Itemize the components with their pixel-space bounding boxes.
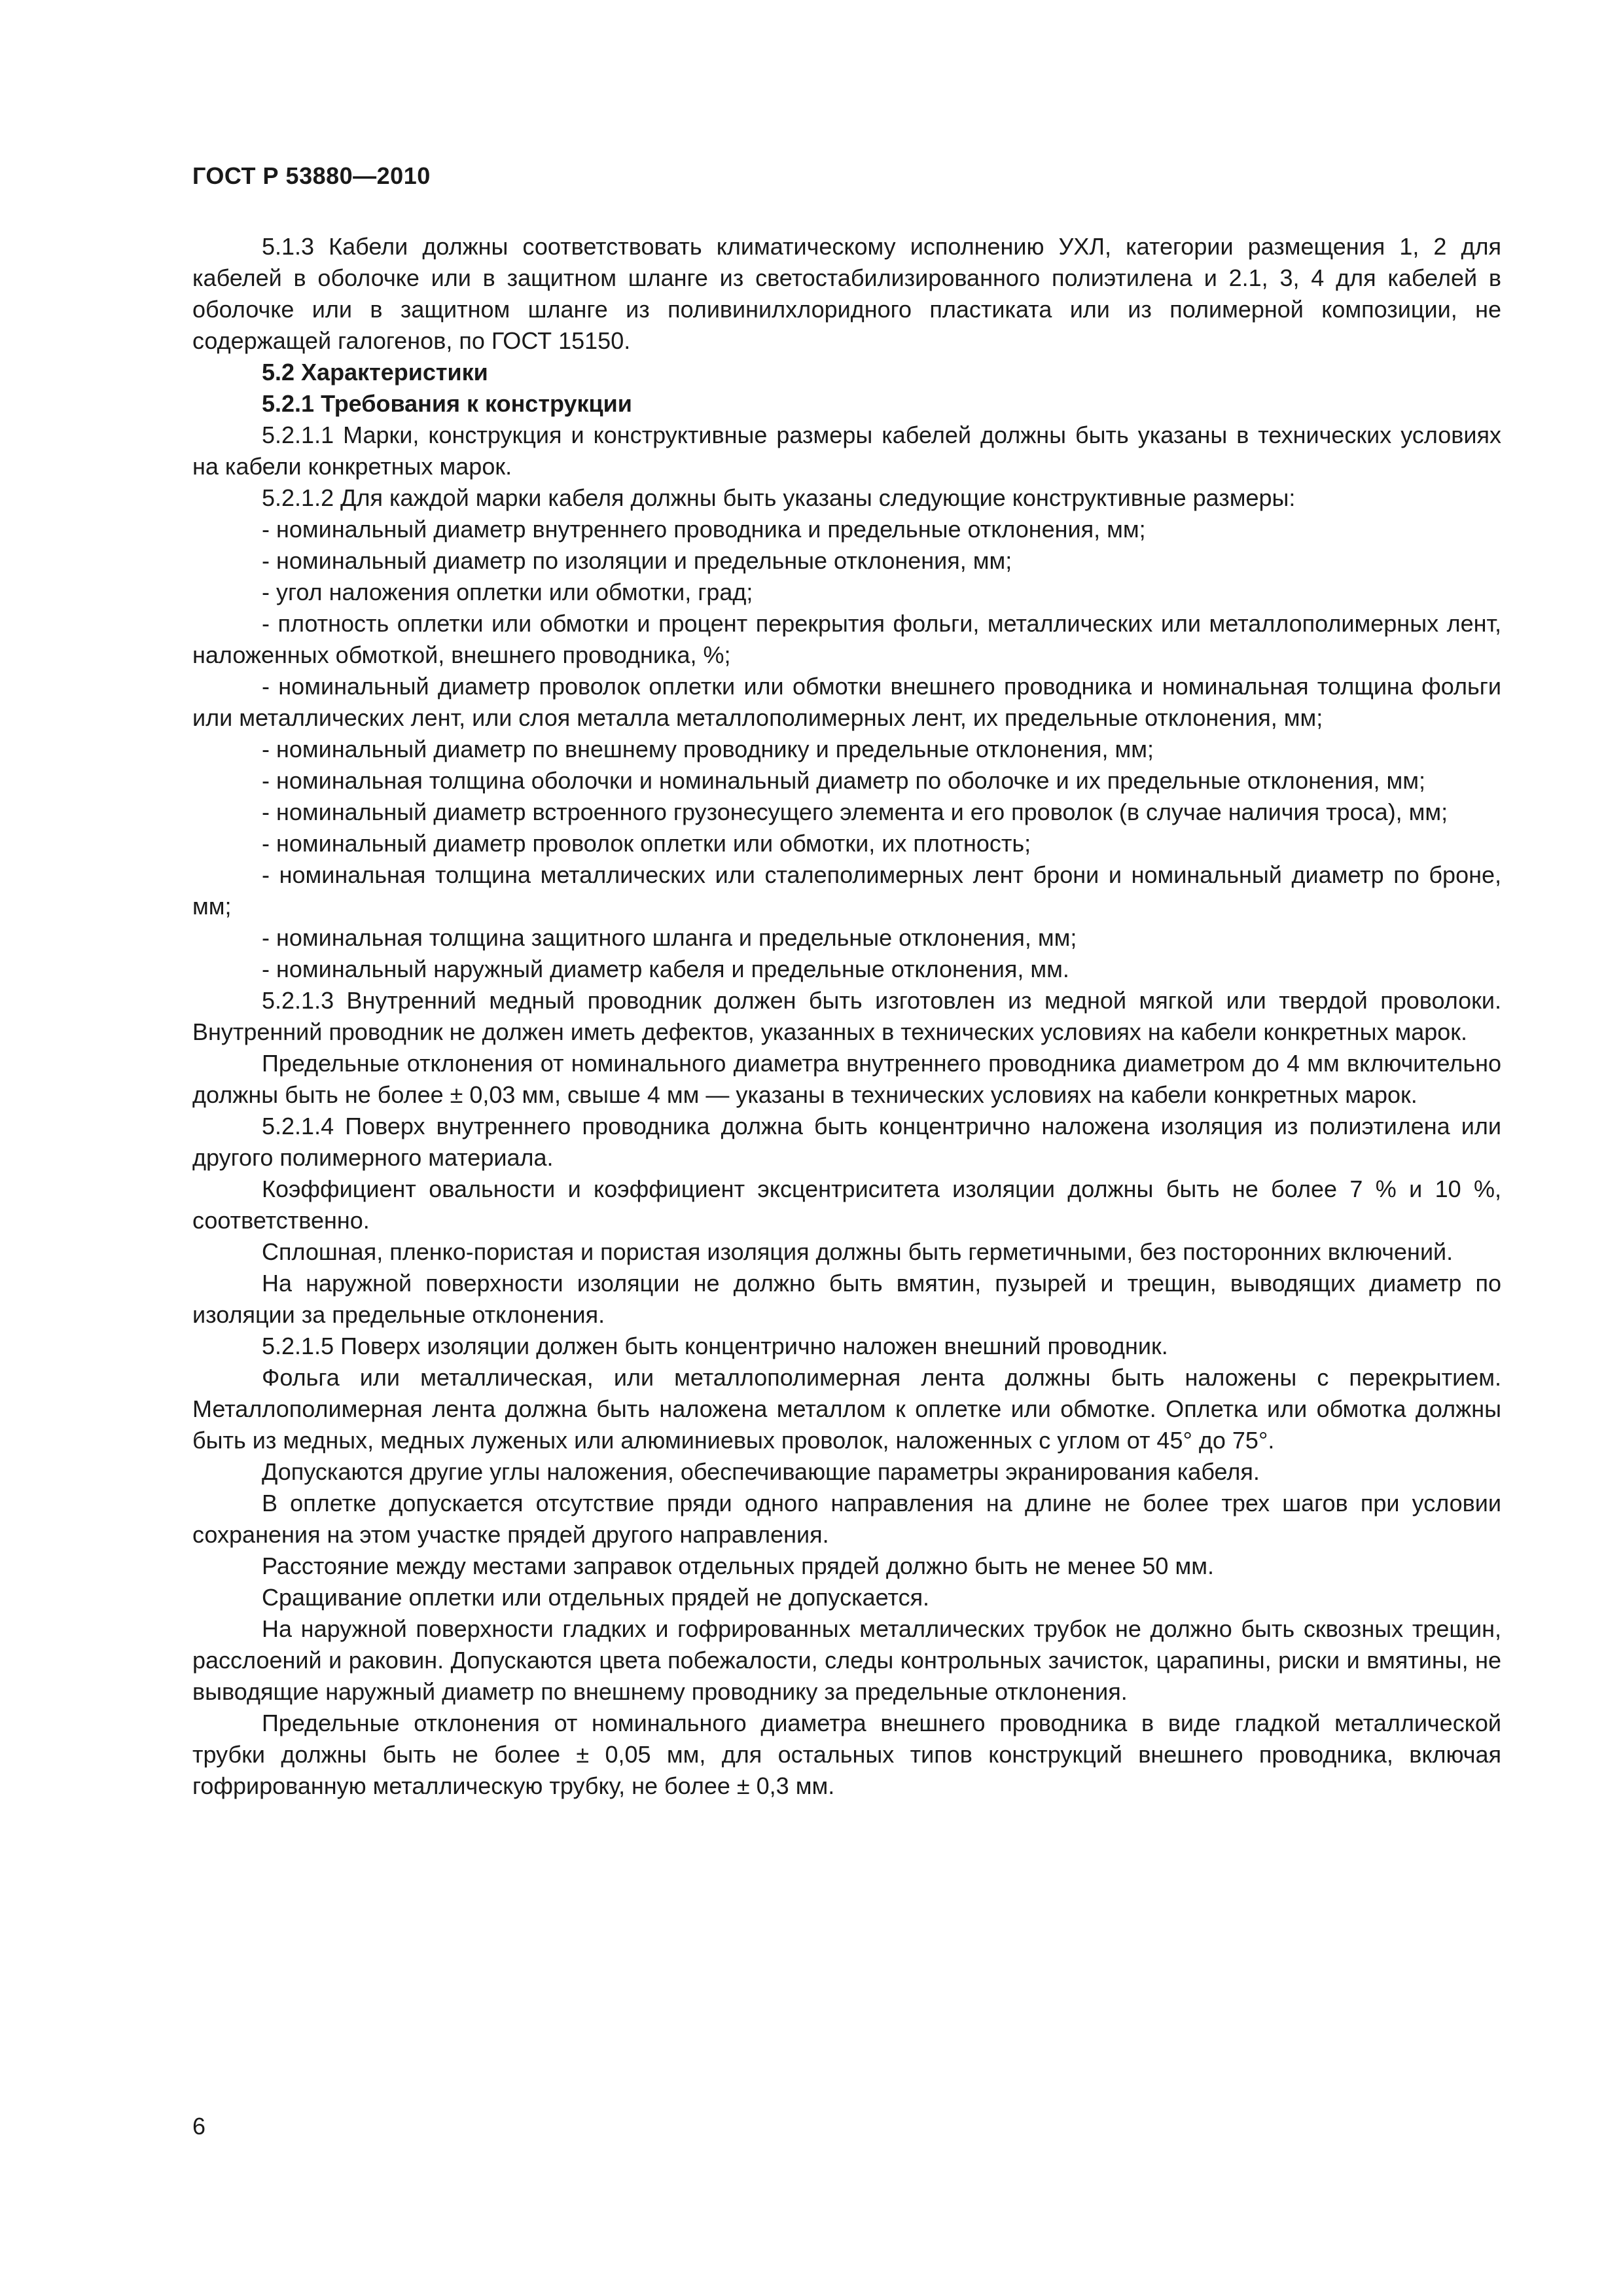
paragraph: Предельные отклонения от номинального диаметра внутреннего проводника диаметром до 4 мм включительно должны быть не более ± 0,03 мм, свыше 4 мм — указаны в технических условиях на кабели конкретных марок. <box>192 1050 1501 1108</box>
paragraph: - номинальный диаметр по изоляции и предельные отклонения, мм; <box>262 547 1012 574</box>
paragraph: Сращивание оплетки или отдельных прядей не допускается. <box>262 1584 930 1611</box>
paragraph: Коэффициент овальности и коэффициент эксцентриситета изоляции должны быть не более 7 % и 10 %, соответственно. <box>192 1175 1501 1234</box>
paragraph: Сплошная, пленко-пористая и пористая изоляция должны быть герметичными, без посторонних включений. <box>262 1238 1454 1265</box>
paragraph: На наружной поверхности гладких и гофрированных металлических трубок не должно быть сквозных трещин, расслоений и раковин. Допускаются цвета побежалости, следы контрольных зачисток, царапины, риски и вмятины, не выводящие наружный диаметр по внешнему проводнику за предельные отклонения. <box>192 1615 1501 1705</box>
section-heading: 5.2 Характеристики <box>262 359 488 386</box>
paragraph: 5.2.1.5 Поверх изоляции должен быть концентрично наложен внешний проводник. <box>262 1333 1168 1359</box>
paragraph: - номинальный диаметр по внешнему проводнику и предельные отклонения, мм; <box>262 736 1154 762</box>
paragraph: - плотность оплетки или обмотки и процент перекрытия фольги, металлических или металлополимерных лент, наложенных обмоткой, внешнего проводника, %; <box>192 610 1501 668</box>
paragraph: 5.1.3 Кабели должны соответствовать климатическому исполнению УХЛ, категории размещения 1, 2 для кабелей в оболочке или в защитном шланге из светостабилизированного полиэтилена и 2.1, 3, 4 для кабелей в оболочке или в защитном шланге из поливинилхлоридного пластиката или из полимерной композиции, не содержащей галогенов, по ГОСТ 15150. <box>192 233 1501 354</box>
paragraph: 5.2.1.4 Поверх внутреннего проводника должна быть концентрично наложена изоляция из полиэтилена или другого полимерного материала. <box>192 1113 1501 1171</box>
paragraph: Расстояние между местами заправок отдельных прядей должно быть не менее 50 мм. <box>262 1552 1214 1579</box>
paragraph: - угол наложения оплетки или обмотки, град; <box>262 579 753 605</box>
paragraph: - номинальный диаметр встроенного грузонесущего элемента и его проволок (в случае наличия троса), мм; <box>262 798 1448 825</box>
document-body <box>192 231 1501 1802</box>
section-heading: 5.2.1 Требования к конструкции <box>262 390 632 417</box>
paragraph: На наружной поверхности изоляции не должно быть вмятин, пузырей и трещин, выводящих диаметр по изоляции за предельные отклонения. <box>192 1270 1501 1328</box>
paragraph: - номинальный диаметр проволок оплетки или обмотки внешнего проводника и номинальная толщина фольги или металлических лент, или слоя металла металлополимерных лент, их предельные отклонения, мм; <box>192 673 1501 731</box>
document-header-code: ГОСТ Р 53880—2010 <box>192 162 431 189</box>
paragraph: - номинальный диаметр проволок оплетки или обмотки, их плотность; <box>262 830 1031 857</box>
paragraph: Фольга или металлическая, или металлополимерная лента должны быть наложены с перекрытием. Металлополимерная лента должна быть наложена металлом к оплетке или обмотке. Оплетка или обмотка должны быть из медных, медных луженых или алюминиевых проволок, наложенных с углом от 45° до 75°. <box>192 1364 1501 1454</box>
paragraph: 5.2.1.2 Для каждой марки кабеля должны быть указаны следующие конструктивные размеры: <box>262 484 1296 511</box>
paragraph: - номинальная толщина оболочки и номинальный диаметр по оболочке и их предельные отклонения, мм; <box>262 767 1426 794</box>
paragraph: В оплетке допускается отсутствие пряди одного направления на длине не более трех шагов при условии сохранения на этом участке прядей другого направления. <box>192 1490 1501 1548</box>
paragraph: Допускаются другие углы наложения, обеспечивающие параметры экранирования кабеля. <box>262 1458 1260 1485</box>
paragraph: - номинальная толщина металлических или сталеполимерных лент брони и номинальный диаметр по броне, мм; <box>192 861 1501 920</box>
paragraph: Предельные отклонения от номинального диаметра внешнего проводника в виде гладкой металлической трубки должны быть не более ± 0,05 мм, для остальных типов конструкций внешнего проводника, включая гофрированную металлическую трубку, не более ± 0,3 мм. <box>192 1710 1501 1799</box>
paragraph: - номинальный наружный диаметр кабеля и предельные отклонения, мм. <box>262 956 1069 982</box>
paragraph: - номинальная толщина защитного шланга и предельные отклонения, мм; <box>262 924 1077 951</box>
paragraph: 5.2.1.3 Внутренний медный проводник должен быть изготовлен из медной мягкой или твердой проволоки. Внутренний проводник не должен иметь дефектов, указанных в технических условиях на кабели конкретных марок. <box>192 987 1501 1045</box>
paragraph: - номинальный диаметр внутреннего проводника и предельные отклонения, мм; <box>262 516 1146 543</box>
paragraph: 5.2.1.1 Марки, конструкция и конструктивные размеры кабелей должны быть указаны в технических условиях на кабели конкретных марок. <box>192 422 1501 480</box>
page-number: 6 <box>192 2113 206 2140</box>
